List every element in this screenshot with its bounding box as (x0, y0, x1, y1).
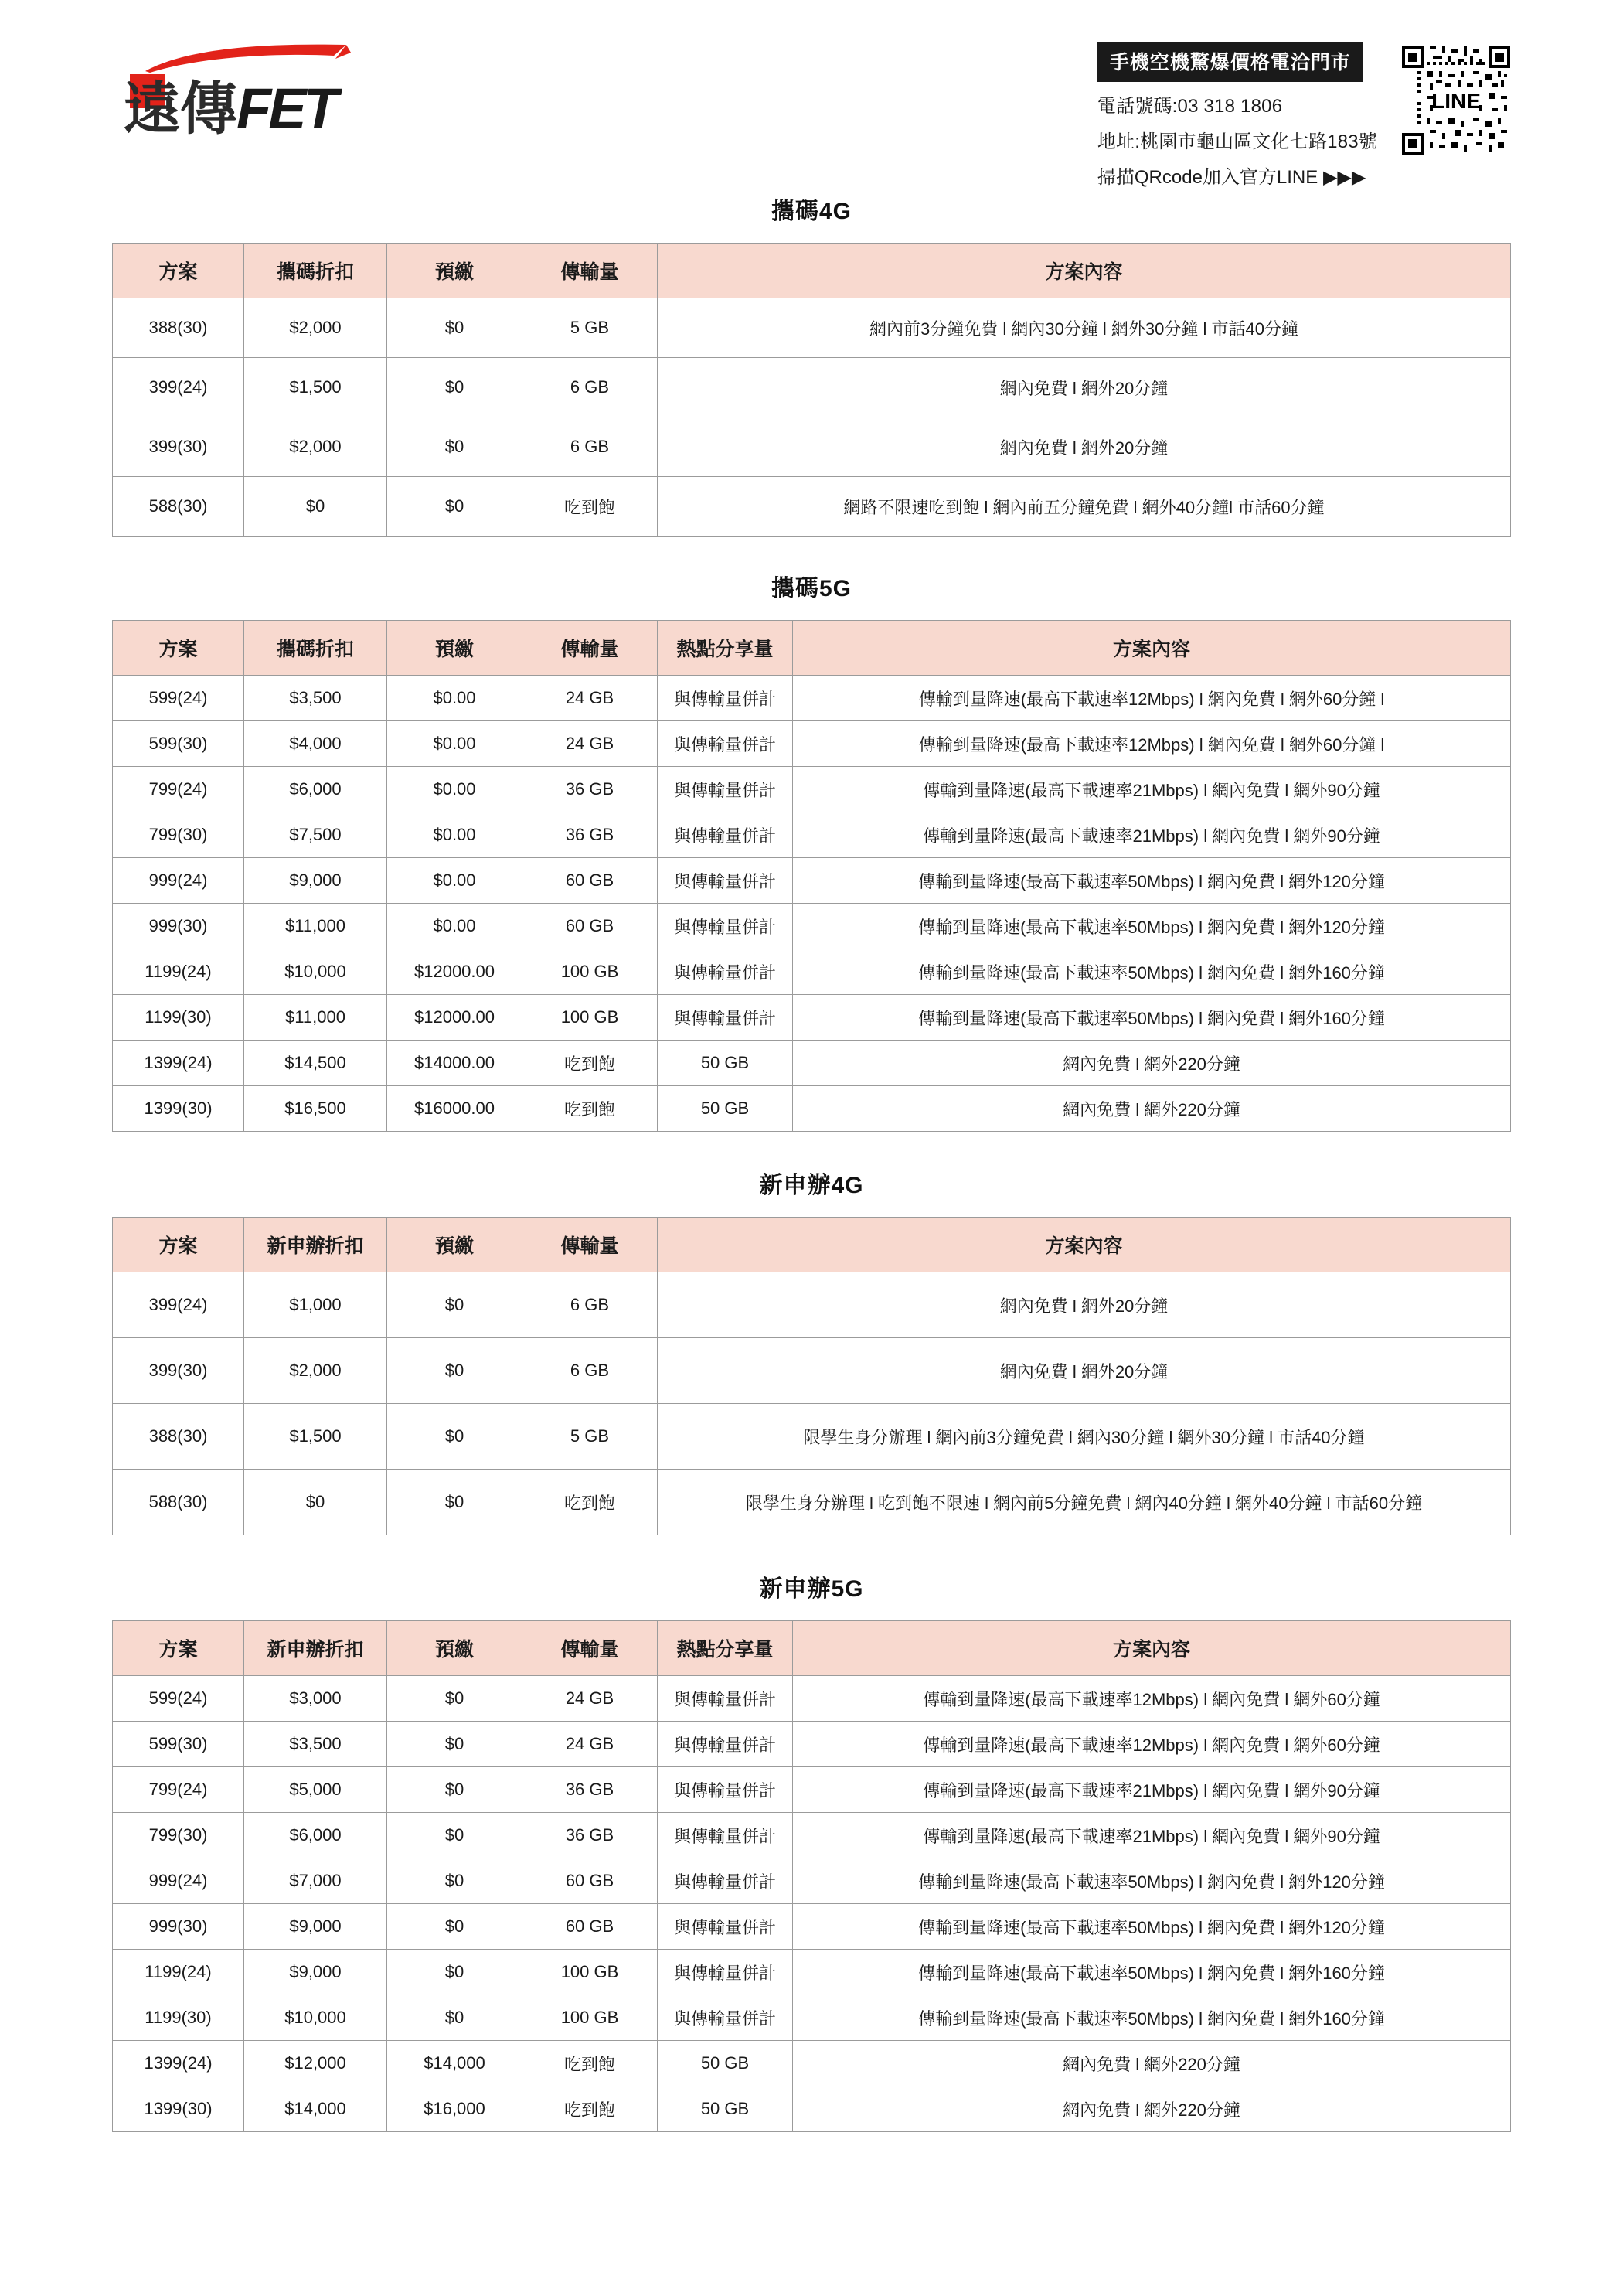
table-row (113, 1904, 1511, 1950)
cell-data: 36 GB (522, 767, 658, 812)
cell-plan: 999(24) (113, 858, 244, 904)
cell-content: 限學生身分辦理 l 網內前3分鐘免費 l 網內30分鐘 l 網外30分鐘 l 市話40分鐘 (658, 1404, 1511, 1470)
cell-hotspot: 與傳輸量併計 (658, 1722, 793, 1767)
cell-hotspot: 與傳輸量併計 (658, 904, 793, 949)
cell-plan: 588(30) (113, 477, 244, 537)
cell-content: 傳輸到量降速(最高下載速率12Mbps) l 網內免費 l 網外60分鐘 l (793, 676, 1511, 721)
cell-discount: $3,000 (244, 1676, 387, 1722)
col-data: 傳輸量 (522, 1621, 658, 1676)
cell-content: 網路不限速吃到飽 l 網內前五分鐘免費 l 網外40分鐘l 市話60分鐘 (658, 477, 1511, 537)
table-row (113, 904, 1511, 949)
cell-discount: $9,000 (244, 858, 387, 904)
table-row (113, 1404, 1511, 1470)
cell-discount: $6,000 (244, 1813, 387, 1858)
table-row (113, 1676, 1511, 1722)
cell-content: 網內免費 l 網外220分鐘 (793, 1086, 1511, 1132)
cell-discount: $11,000 (244, 904, 387, 949)
table-row (113, 1470, 1511, 1535)
col-prepay: 預繳 (387, 1218, 522, 1272)
col-data: 傳輸量 (522, 244, 658, 298)
address-line: 地址:桃園市龜山區文化七路183號 (1097, 131, 1377, 152)
cell-discount: $4,000 (244, 721, 387, 767)
cell-data: 5 GB (522, 298, 658, 358)
col-hotspot: 熱點分享量 (658, 621, 793, 676)
cell-hotspot: 50 GB (658, 2041, 793, 2086)
cell-hotspot: 50 GB (658, 2086, 793, 2132)
section-title-port-4g: 攜碼4G (771, 199, 852, 224)
cell-hotspot: 與傳輸量併計 (658, 995, 793, 1041)
cell-data: 吃到飽 (522, 1470, 658, 1535)
cell-data: 吃到飽 (522, 1041, 658, 1086)
cell-content: 網內免費 l 網外20分鐘 (658, 358, 1511, 417)
table-row (113, 1767, 1511, 1813)
table-header-row (113, 244, 1511, 298)
section-title-new-4g: 新申辦4G (759, 1173, 864, 1198)
cell-data: 100 GB (522, 995, 658, 1041)
cell-plan: 1399(24) (113, 2041, 244, 2086)
cell-data: 吃到飽 (522, 477, 658, 537)
table-row (113, 1950, 1511, 1995)
cell-prepay: $0 (387, 1904, 522, 1950)
cell-data: 60 GB (522, 858, 658, 904)
section-title-port-5g: 攜碼5G (771, 576, 852, 601)
col-discount: 新申辦折扣 (244, 1621, 387, 1676)
cell-data: 6 GB (522, 1338, 658, 1404)
cell-content: 傳輸到量降速(最高下載速率21Mbps) l 網內免費 l 網外90分鐘 (793, 1813, 1511, 1858)
cell-data: 36 GB (522, 812, 658, 858)
cell-discount: $6,000 (244, 767, 387, 812)
col-hotspot: 熱點分享量 (658, 1621, 793, 1676)
col-content: 方案內容 (658, 1218, 1511, 1272)
cell-data: 36 GB (522, 1813, 658, 1858)
cell-content: 傳輸到量降速(最高下載速率12Mbps) l 網內免費 l 網外60分鐘 (793, 1722, 1511, 1767)
cell-plan: 599(30) (113, 1722, 244, 1767)
cell-content: 傳輸到量降速(最高下載速率50Mbps) l 網內免費 l 網外160分鐘 (793, 1950, 1511, 1995)
table-row (113, 477, 1511, 537)
table-row (113, 1722, 1511, 1767)
cell-content: 傳輸到量降速(最高下載速率12Mbps) l 網內免費 l 網外60分鐘 (793, 1676, 1511, 1722)
table-header-row (113, 1218, 1511, 1272)
cell-data: 100 GB (522, 1995, 658, 2041)
logo-text-cn: 遠傳 (124, 77, 236, 141)
table-row (113, 721, 1511, 767)
cell-plan: 999(24) (113, 1858, 244, 1904)
table-new-5g (112, 1620, 1511, 2132)
cell-plan: 599(24) (113, 1676, 244, 1722)
cell-data: 6 GB (522, 1272, 658, 1338)
col-plan: 方案 (113, 244, 244, 298)
cell-prepay: $0 (387, 1470, 522, 1535)
cell-plan: 399(30) (113, 1338, 244, 1404)
cell-prepay: $16000.00 (387, 1086, 522, 1132)
cell-discount: $7,500 (244, 812, 387, 858)
cell-plan: 799(24) (113, 1767, 244, 1813)
cell-discount: $2,000 (244, 1338, 387, 1404)
cell-data: 24 GB (522, 1676, 658, 1722)
qr-code-icon (1399, 43, 1513, 158)
fet-logo (124, 34, 417, 141)
cell-plan: 1199(30) (113, 995, 244, 1041)
cell-plan: 999(30) (113, 904, 244, 949)
cell-prepay: $16,000 (387, 2086, 522, 2132)
cell-discount: $7,000 (244, 1858, 387, 1904)
col-discount: 攜碼折扣 (244, 244, 387, 298)
cell-prepay: $14000.00 (387, 1041, 522, 1086)
line-cta: 掃描QRcode加入官方LINE ▶▶▶ (1097, 167, 1366, 188)
cell-discount: $12,000 (244, 2041, 387, 2086)
cell-hotspot: 與傳輸量併計 (658, 858, 793, 904)
table-row (113, 358, 1511, 417)
phone-line: 電話號碼:03 318 1806 (1097, 96, 1283, 117)
cell-hotspot: 與傳輸量併計 (658, 812, 793, 858)
table-port-4g (112, 243, 1511, 537)
cell-data: 24 GB (522, 721, 658, 767)
cell-hotspot: 與傳輸量併計 (658, 1995, 793, 2041)
cell-data: 吃到飽 (522, 1086, 658, 1132)
cell-content: 網內免費 l 網外20分鐘 (658, 1272, 1511, 1338)
col-content: 方案內容 (793, 1621, 1511, 1676)
cell-content: 網內免費 l 網外20分鐘 (658, 417, 1511, 477)
cell-data: 60 GB (522, 1904, 658, 1950)
cell-prepay: $12000.00 (387, 949, 522, 995)
col-discount: 攜碼折扣 (244, 621, 387, 676)
cell-content: 傳輸到量降速(最高下載速率21Mbps) l 網內免費 l 網外90分鐘 (793, 812, 1511, 858)
table-row (113, 767, 1511, 812)
cell-plan: 799(30) (113, 812, 244, 858)
col-content: 方案內容 (658, 244, 1511, 298)
col-content: 方案內容 (793, 621, 1511, 676)
cell-plan: 799(30) (113, 1813, 244, 1858)
table-header-row (113, 1621, 1511, 1676)
cell-discount: $9,000 (244, 1950, 387, 1995)
cell-data: 6 GB (522, 358, 658, 417)
cell-discount: $10,000 (244, 949, 387, 995)
cell-hotspot: 與傳輸量併計 (658, 721, 793, 767)
cell-hotspot: 與傳輸量併計 (658, 1858, 793, 1904)
cell-discount: $2,000 (244, 298, 387, 358)
table-header-row (113, 621, 1511, 676)
col-data: 傳輸量 (522, 621, 658, 676)
cell-prepay: $0 (387, 1767, 522, 1813)
cell-discount: $9,000 (244, 1904, 387, 1950)
cell-content: 網內免費 l 網外220分鐘 (793, 2086, 1511, 2132)
svg-text:LINE: LINE (1431, 89, 1481, 113)
cell-prepay: $0 (387, 1676, 522, 1722)
cell-plan: 1199(30) (113, 1995, 244, 2041)
col-plan: 方案 (113, 1621, 244, 1676)
cell-content: 限學生身分辦理 l 吃到飽不限速 l 網內前5分鐘免費 l 網內40分鐘 l 網外40分鐘 l 市話60分鐘 (658, 1470, 1511, 1535)
logo-wordmark (124, 63, 335, 145)
col-prepay: 預繳 (387, 244, 522, 298)
section-title-new-5g: 新申辦5G (759, 1576, 864, 1602)
page-header (108, 0, 1515, 189)
cell-prepay: $0 (387, 1272, 522, 1338)
cell-data: 吃到飽 (522, 2041, 658, 2086)
cell-hotspot: 50 GB (658, 1041, 793, 1086)
cell-data: 5 GB (522, 1404, 658, 1470)
cell-data: 100 GB (522, 1950, 658, 1995)
cell-content: 傳輸到量降速(最高下載速率12Mbps) l 網內免費 l 網外60分鐘 l (793, 721, 1511, 767)
table-row (113, 676, 1511, 721)
table-row (113, 1338, 1511, 1404)
table-row (113, 1086, 1511, 1132)
cell-prepay: $0 (387, 417, 522, 477)
table-row (113, 995, 1511, 1041)
cell-content: 傳輸到量降速(最高下載速率50Mbps) l 網內免費 l 網外120分鐘 (793, 1858, 1511, 1904)
cell-discount: $11,000 (244, 995, 387, 1041)
col-prepay: 預繳 (387, 1621, 522, 1676)
cell-discount: $14,000 (244, 2086, 387, 2132)
cell-content: 網內前3分鐘免費 l 網內30分鐘 l 網外30分鐘 l 市話40分鐘 (658, 298, 1511, 358)
table-row (113, 1041, 1511, 1086)
cell-data: 60 GB (522, 1858, 658, 1904)
cell-content: 網內免費 l 網外220分鐘 (793, 1041, 1511, 1086)
cell-plan: 399(24) (113, 1272, 244, 1338)
cell-data: 吃到飽 (522, 2086, 658, 2132)
cell-prepay: $0 (387, 477, 522, 537)
cell-prepay: $0.00 (387, 721, 522, 767)
cell-content: 傳輸到量降速(最高下載速率50Mbps) l 網內免費 l 網外120分鐘 (793, 904, 1511, 949)
cell-plan: 399(24) (113, 358, 244, 417)
cell-hotspot: 與傳輸量併計 (658, 676, 793, 721)
cell-content: 傳輸到量降速(最高下載速率50Mbps) l 網內免費 l 網外160分鐘 (793, 995, 1511, 1041)
cell-content: 網內免費 l 網外220分鐘 (793, 2041, 1511, 2086)
logo-text-fet: FET (236, 77, 335, 141)
cell-discount: $5,000 (244, 1767, 387, 1813)
table-row (113, 1995, 1511, 2041)
col-prepay: 預繳 (387, 621, 522, 676)
table-port-5g (112, 620, 1511, 1132)
cell-plan: 799(24) (113, 767, 244, 812)
cell-prepay: $0.00 (387, 858, 522, 904)
table-row (113, 2041, 1511, 2086)
cell-prepay: $0 (387, 1950, 522, 1995)
col-discount: 新申辦折扣 (244, 1218, 387, 1272)
cell-prepay: $0 (387, 1722, 522, 1767)
table-row (113, 858, 1511, 904)
cell-prepay: $0 (387, 1813, 522, 1858)
cell-plan: 1399(24) (113, 1041, 244, 1086)
cell-prepay: $0.00 (387, 812, 522, 858)
promo-banner: 手機空機驚爆價格電洽門市 (1097, 42, 1363, 82)
cell-data: 24 GB (522, 676, 658, 721)
cell-content: 傳輸到量降速(最高下載速率21Mbps) l 網內免費 l 網外90分鐘 (793, 767, 1511, 812)
col-plan: 方案 (113, 1218, 244, 1272)
cell-prepay: $0 (387, 1338, 522, 1404)
table-row (113, 298, 1511, 358)
cell-plan: 1399(30) (113, 1086, 244, 1132)
cell-content: 網內免費 l 網外20分鐘 (658, 1338, 1511, 1404)
cell-discount: $14,500 (244, 1041, 387, 1086)
cell-content: 傳輸到量降速(最高下載速率50Mbps) l 網內免費 l 網外120分鐘 (793, 1904, 1511, 1950)
cell-content: 傳輸到量降速(最高下載速率21Mbps) l 網內免費 l 網外90分鐘 (793, 1767, 1511, 1813)
table-row (113, 949, 1511, 995)
cell-plan: 388(30) (113, 298, 244, 358)
cell-prepay: $0 (387, 1404, 522, 1470)
cell-discount: $3,500 (244, 1722, 387, 1767)
table-row (113, 417, 1511, 477)
cell-plan: 1399(30) (113, 2086, 244, 2132)
cell-content: 傳輸到量降速(最高下載速率50Mbps) l 網內免費 l 網外120分鐘 (793, 858, 1511, 904)
cell-hotspot: 與傳輸量併計 (658, 1676, 793, 1722)
table-row (113, 1858, 1511, 1904)
cell-discount: $1,500 (244, 358, 387, 417)
cell-data: 100 GB (522, 949, 658, 995)
cell-content: 傳輸到量降速(最高下載速率50Mbps) l 網內免費 l 網外160分鐘 (793, 1995, 1511, 2041)
col-plan: 方案 (113, 621, 244, 676)
cell-prepay: $14,000 (387, 2041, 522, 2086)
cell-prepay: $0 (387, 298, 522, 358)
cell-data: 36 GB (522, 1767, 658, 1813)
cell-plan: 1199(24) (113, 1950, 244, 1995)
cell-plan: 399(30) (113, 417, 244, 477)
cell-hotspot: 與傳輸量併計 (658, 1904, 793, 1950)
cell-data: 24 GB (522, 1722, 658, 1767)
cell-content: 傳輸到量降速(最高下載速率50Mbps) l 網內免費 l 網外160分鐘 (793, 949, 1511, 995)
cell-discount: $2,000 (244, 417, 387, 477)
cell-plan: 999(30) (113, 1904, 244, 1950)
table-row (113, 1272, 1511, 1338)
cell-discount: $0 (244, 1470, 387, 1535)
table-new-4g (112, 1217, 1511, 1535)
cell-discount: $1,500 (244, 1404, 387, 1470)
cell-prepay: $0 (387, 1858, 522, 1904)
cell-prepay: $0 (387, 358, 522, 417)
cell-prepay: $0.00 (387, 767, 522, 812)
cell-hotspot: 與傳輸量併計 (658, 1813, 793, 1858)
cell-discount: $16,500 (244, 1086, 387, 1132)
col-data: 傳輸量 (522, 1218, 658, 1272)
contact-block (1097, 42, 1377, 189)
header-contact-area (1097, 34, 1515, 189)
cell-prepay: $0.00 (387, 904, 522, 949)
cell-discount: $1,000 (244, 1272, 387, 1338)
cell-prepay: $0.00 (387, 676, 522, 721)
cell-prepay: $12000.00 (387, 995, 522, 1041)
cell-data: 60 GB (522, 904, 658, 949)
cell-prepay: $0 (387, 1995, 522, 2041)
cell-discount: $3,500 (244, 676, 387, 721)
cell-discount: $0 (244, 477, 387, 537)
cell-discount: $10,000 (244, 1995, 387, 2041)
cell-hotspot: 與傳輸量併計 (658, 949, 793, 995)
cell-hotspot: 與傳輸量併計 (658, 1950, 793, 1995)
table-row (113, 812, 1511, 858)
table-row (113, 2086, 1511, 2132)
cell-plan: 599(24) (113, 676, 244, 721)
cell-data: 6 GB (522, 417, 658, 477)
line-qr-code[interactable] (1397, 42, 1515, 159)
cell-hotspot: 50 GB (658, 1086, 793, 1132)
cell-plan: 588(30) (113, 1470, 244, 1535)
cell-hotspot: 與傳輸量併計 (658, 767, 793, 812)
cell-plan: 388(30) (113, 1404, 244, 1470)
cell-plan: 1199(24) (113, 949, 244, 995)
cell-plan: 599(30) (113, 721, 244, 767)
cell-hotspot: 與傳輸量併計 (658, 1767, 793, 1813)
table-row (113, 1813, 1511, 1858)
